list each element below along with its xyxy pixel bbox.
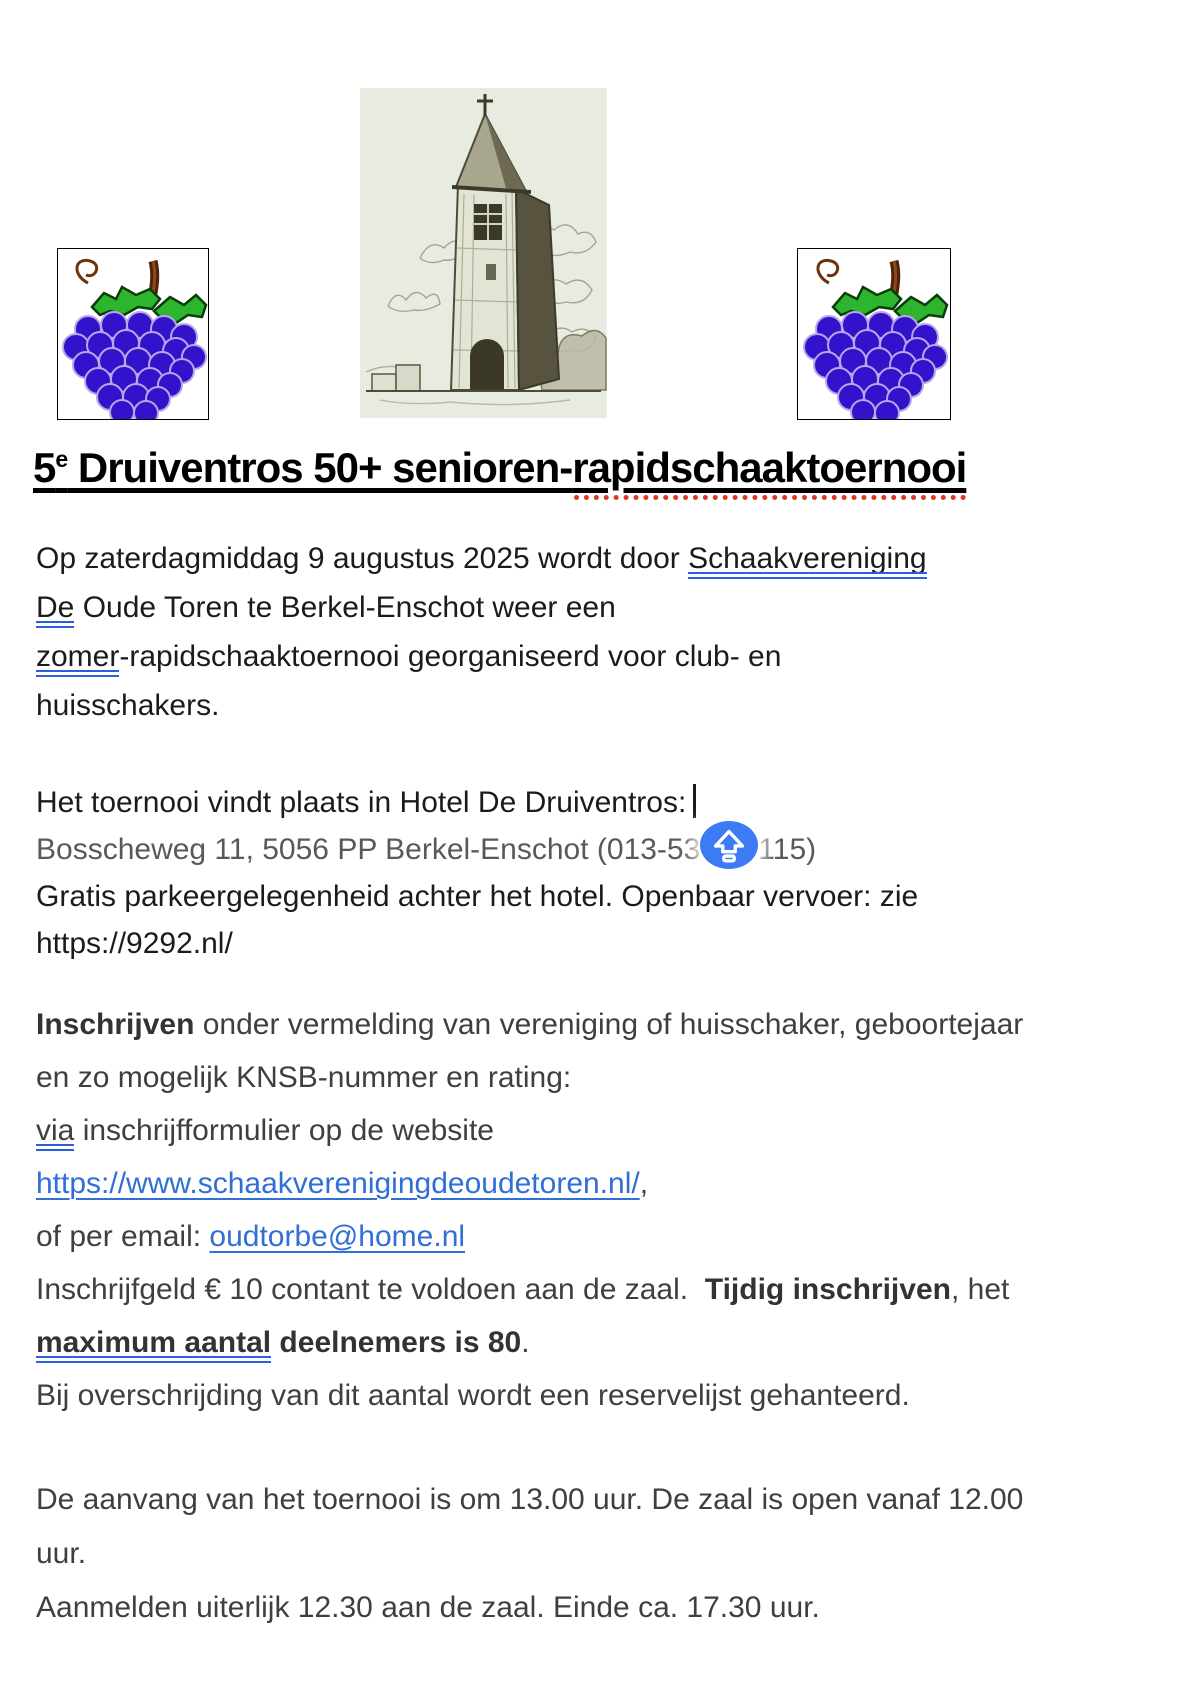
enrollment-paragraph [36,998,1023,1422]
fee-text-end: , het [950,1273,1010,1306]
grapes-icon [798,249,950,419]
email-link[interactable]: oudtorbe@home.nl [209,1220,466,1253]
enroll-text: of per email: [36,1220,210,1253]
grapes-clipart-image-right [797,248,951,420]
schedule-paragraph [36,1473,1023,1635]
website-link[interactable]: https://www.schaakverenigingdeoudetoren.nl/ [36,1167,640,1200]
enroll-text: en zo mogelijk KNSB-nummer en rating: [36,1061,572,1094]
intro-text: Op zaterdagmiddag 9 augustus 2025 wordt door [36,542,689,575]
schedule-text: De aanvang van het toernooi is om 13.00 uur. De zaal is open vanaf 12.00 [36,1483,1024,1516]
autofill-icon-anchor [700,857,758,859]
address-line: Bosscheweg 11, 5056 PP Berkel-Enschot (013-53 [36,833,701,866]
grammar-underlined-word: zomer [36,640,120,673]
reserve-list-text: Bij overschrijding van dit aantal wordt een reservelijst gehanteerd. [36,1379,910,1412]
grammar-underlined-word: De [36,591,75,624]
enroll-text: , [639,1167,649,1200]
misspelled-word: rapidschaaktoernooi [572,444,967,491]
fee-text: Inschrijfgeld € 10 contant te voldoen aan de zaal. [36,1273,705,1306]
grammar-underlined-word: via [36,1114,75,1147]
enroll-text: onder vermelding van vereniging of huisschaker, geboortejaar [194,1008,1024,1041]
intro-paragraph [36,534,927,730]
venue-line: Het toernooi vindt plaats in Hotel De Druiventros: [36,786,687,819]
public-transport-url: https://9292.nl/ [36,927,233,960]
max-participants-bold: deelnemers is 80 [271,1326,522,1359]
page-title [33,444,966,492]
intro-text: Oude Toren te Berkel-Enschot weer een [74,591,616,624]
intro-text: -rapidschaaktoernooi georganiseerd voor club- en [119,640,782,673]
enroll-bold: Inschrijven [36,1008,195,1041]
fee-bold: Tijdig inschrijven [704,1273,951,1306]
grapes-clipart-image-left [57,248,209,420]
schedule-text: Aanmelden uiterlijk 12.30 aan de zaal. Einde ca. 17.30 uur. [36,1591,820,1624]
address-line-end: 115) [758,833,817,866]
title-main: Druiventros 50+ senioren- [67,444,573,491]
title-superscript: e [55,446,68,472]
schedule-text: uur. [36,1537,87,1570]
grammar-underlined-word: Schaakvereniging [688,542,927,575]
tower-sketch-icon [360,88,607,418]
title-number: 5 [33,444,56,491]
parking-line: Gratis parkeergelegenheid achter het hotel. Openbaar vervoer: zie [36,880,919,913]
text-cursor [693,784,696,818]
enroll-text: . [521,1326,530,1359]
autofill-up-arrow-icon[interactable] [700,821,758,869]
intro-text: huisschakers. [36,689,220,722]
enroll-text: inschrijfformulier op de website [74,1114,494,1147]
max-participants-underlined: maximum aantal [36,1326,272,1359]
location-paragraph [36,779,918,967]
grapes-icon [58,249,208,419]
church-tower-sketch-image [360,88,607,418]
